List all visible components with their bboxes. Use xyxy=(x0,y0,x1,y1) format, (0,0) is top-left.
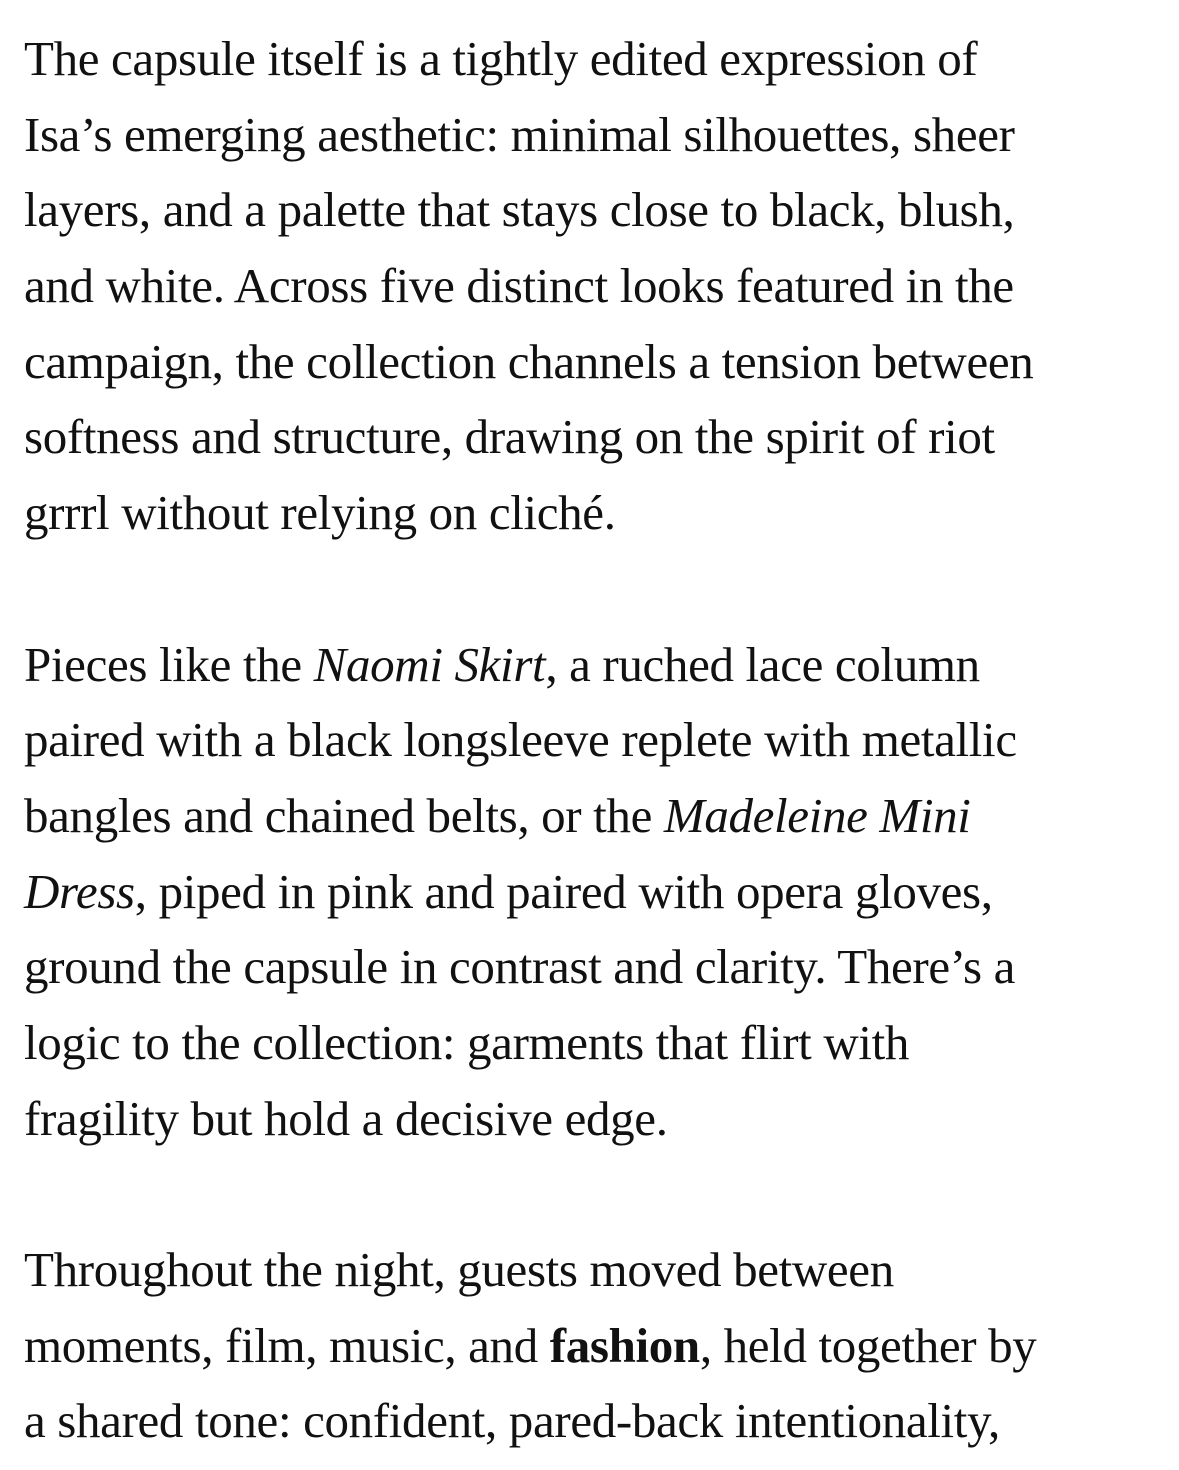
text-line xyxy=(24,854,1164,930)
text-run: Pieces like the xyxy=(24,636,314,692)
text-line: Throughout the night, guests moved between xyxy=(24,1242,894,1297)
text-line: logic to the collection: garments that flirt with xyxy=(24,1014,910,1070)
paragraph-gap xyxy=(24,551,1164,627)
text-line: paired with a black longsleeve replete with metallic xyxy=(24,712,1017,768)
garment-name-dress: Dress xyxy=(24,863,135,919)
text-run: , a ruched lace column xyxy=(545,636,980,692)
text-line: grrrl without relying on cliché. xyxy=(24,485,616,541)
article-body xyxy=(24,0,1164,1459)
text-line: fragility but hold a decisive edge. xyxy=(24,1090,668,1146)
text-line: Isa’s emerging aesthetic: minimal silhouettes, sheer xyxy=(24,106,1015,162)
text-line: and white. Across five distinct looks featured in the xyxy=(24,258,1014,314)
text-line xyxy=(24,1308,1164,1384)
text-line: softness and structure, drawing on the spirit of riot xyxy=(24,409,995,465)
paragraph-pieces xyxy=(24,627,1164,1157)
text-line xyxy=(24,778,1164,854)
garment-name-naomi-skirt: Naomi Skirt xyxy=(313,636,546,692)
text-run: moments, film, music, and xyxy=(24,1317,550,1373)
text-line: The capsule itself is a tightly edited expression of xyxy=(24,31,978,86)
text-line: ground the capsule in contrast and clarity. There’s a xyxy=(24,939,1016,995)
garment-name-madeleine-mini: Madeleine Mini xyxy=(663,787,971,843)
paragraph-gap xyxy=(24,1156,1164,1232)
text-run: bangles and chained belts, or the xyxy=(24,787,664,843)
text-line: layers, and a palette that stays close to black, blush, xyxy=(24,182,1015,238)
text-run: , piped in pink and paired with opera gloves, xyxy=(134,863,993,919)
text-line: a shared tone: confident, pared-back intentionality, xyxy=(24,1393,1000,1449)
paragraph-night xyxy=(24,1232,1164,1459)
bold-keyword-fashion: fashion xyxy=(549,1317,700,1373)
text-line: campaign, the collection channels a tension between xyxy=(24,333,1034,389)
paragraph-capsule xyxy=(24,21,1164,551)
text-line xyxy=(24,627,1164,703)
text-run: , held together by xyxy=(699,1317,1037,1373)
